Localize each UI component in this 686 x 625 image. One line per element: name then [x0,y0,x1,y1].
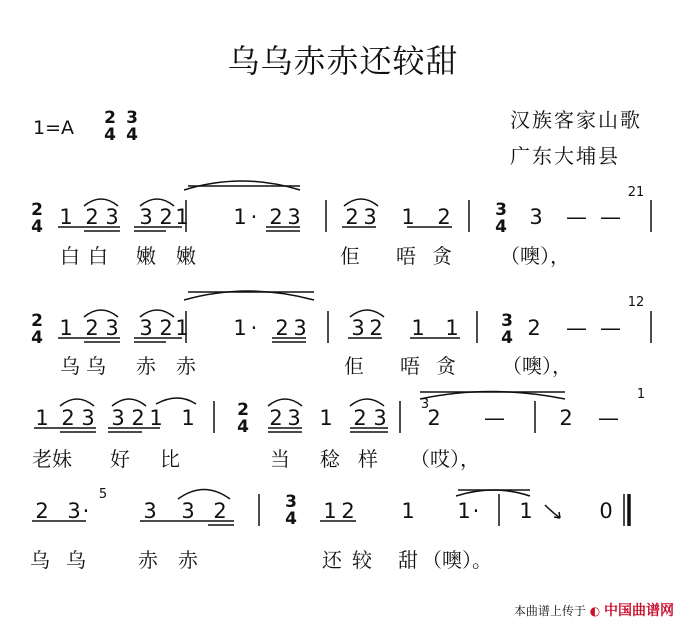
note: 2 [213,499,227,523]
note: 3 [111,406,125,430]
note: 2 [527,316,541,340]
lyric: 白 [60,244,80,268]
note: 3 [105,316,119,340]
note: 1 [175,205,189,229]
note: 3 [287,406,301,430]
note: 1 [401,499,415,523]
note: 2 [85,316,99,340]
note: 2 [559,406,573,430]
note: 2 [61,406,75,430]
lyric: 乌 [60,354,80,378]
lyric: 乌 [86,354,106,378]
grace-note: 1 [636,387,646,402]
lyric: （噢）， [500,244,570,268]
note: 2 [85,205,99,229]
lyric: 比 [160,447,180,471]
note: 1 [59,205,73,229]
lyric: 老妹 [32,447,72,471]
lyric: 好 [110,447,130,471]
rest: 0 [599,499,613,523]
note: 2 [275,316,289,340]
note: 2 [159,316,173,340]
note: 1 [35,406,49,430]
note: 2 [35,499,49,523]
time-signature-2-4: 2 4 [104,108,116,145]
grace-note: 12 [627,295,645,310]
note: 3 [139,316,153,340]
lyric: 赤 [176,354,196,378]
note: 3 [81,406,95,430]
note: 2 [369,316,383,340]
grace-note: 5 [98,487,108,502]
note: 2 [427,406,441,430]
note: 2 [269,406,283,430]
footer-credit [514,600,674,620]
system2-time-signature: 2 4 [31,311,43,348]
grace-note: 21 [627,185,645,200]
note: 1 [149,406,163,430]
note: 1 [519,499,533,523]
lyric: 唔 [400,354,420,378]
note: 1 [59,316,73,340]
origin-genre: 汉族客家山歌 [510,108,642,132]
note: 1 [181,406,195,430]
note: 2 [345,205,359,229]
time-signature-3-4: 3 4 [495,200,507,237]
note: 3 [139,205,153,229]
note: 3 [351,316,365,340]
key-signature: 1=A [33,117,75,139]
lyric: （哎）， [410,447,480,471]
lyric: 较 [352,548,372,572]
lyric: 赤 [138,548,158,572]
note: 3 [143,499,157,523]
note: 1 [175,316,189,340]
lyric: 甜 [398,548,418,572]
grace-note: 3 [420,397,430,412]
lyric: 贪 [436,354,456,378]
lyric: 还 [322,548,342,572]
note: 2 [131,406,145,430]
note: 1 [401,205,415,229]
footer-prefix: 本曲谱上传于 [513,604,586,618]
lyric: 佢 [340,244,360,268]
note: 1 [319,406,333,430]
note: 2 [269,205,283,229]
dash: — [600,205,621,229]
lyric: 贪 [432,244,452,268]
dash: — [484,406,505,430]
note: 3 [529,205,543,229]
lyric: 白 [88,244,108,268]
note: 2 [353,406,367,430]
note: 1 [457,499,471,523]
note: 3 [373,406,387,430]
note: 3 [363,205,377,229]
lyric: 嫩 [176,244,196,268]
page-title: 乌乌赤赤还较甜 [227,42,459,80]
dash: — [566,205,587,229]
note: 1 [233,316,247,340]
lyric: 乌 [66,548,86,572]
note: 2 [341,499,355,523]
note: 1 [233,205,247,229]
dot: · [250,316,258,340]
lyric: 样 [358,447,378,471]
system1-time-signature: 2 4 [31,200,43,237]
lyric: 赤 [178,548,198,572]
dot: · [250,205,258,229]
note: 1 [445,316,459,340]
lyric: 当 [270,447,290,471]
dot: · [82,499,90,523]
lyric: （噢）。 [422,548,492,572]
dot: · [472,499,480,523]
time-signature-3-4: 3 4 [501,311,513,348]
lyric: 乌 [30,548,50,572]
lyric: （噢）， [502,354,572,378]
note: 2 [159,205,173,229]
brand-logo-icon: ◐ [589,604,601,618]
note: 3 [181,499,195,523]
lyric: 稔 [320,447,340,471]
footer-brand[interactable]: 中国曲谱网 [604,603,674,619]
origin-region: 广东大埔县 [510,144,620,168]
note: 3 [287,205,301,229]
note: 1 [323,499,337,523]
dash: — [566,316,587,340]
note: 1 [411,316,425,340]
dash: — [600,316,621,340]
note: 3 [67,499,81,523]
note: 3 [105,205,119,229]
lyric: 唔 [396,244,416,268]
lyric: 嫩 [136,244,156,268]
dash: — [598,406,619,430]
lyric: 佢 [344,354,364,378]
time-signature-3-4: 3 4 [285,492,297,529]
lyric: 赤 [136,354,156,378]
time-signature-3-4: 3 4 [126,108,138,145]
note: 2 [437,205,451,229]
note: 3 [293,316,307,340]
time-signature-2-4: 2 4 [237,400,249,437]
